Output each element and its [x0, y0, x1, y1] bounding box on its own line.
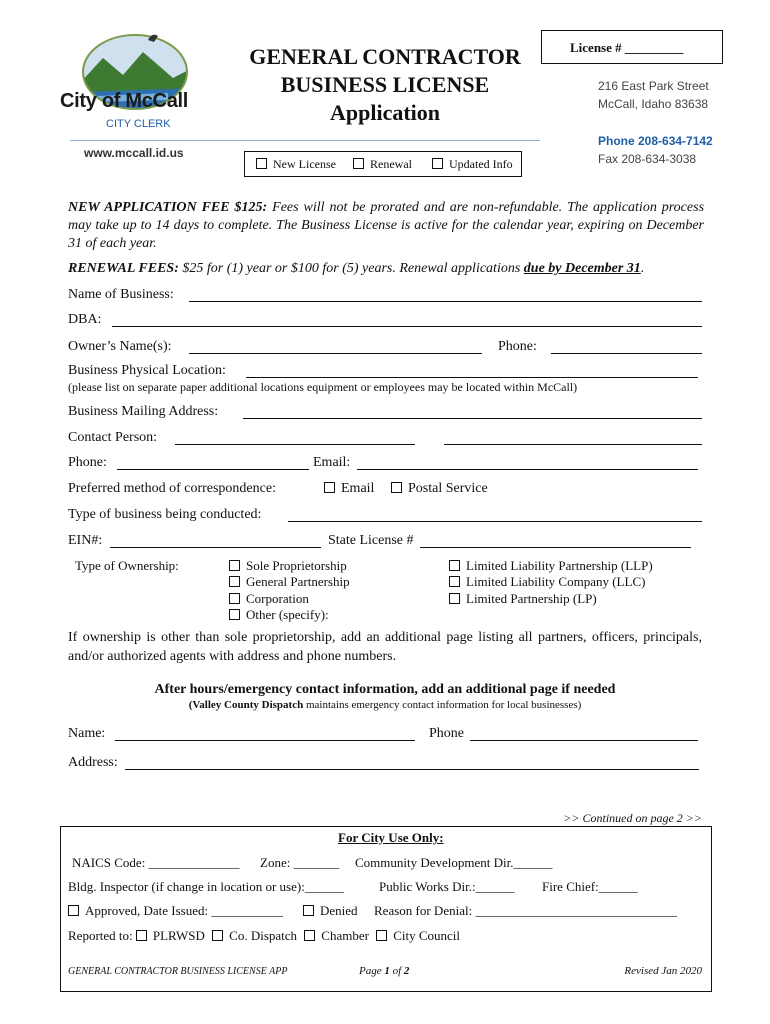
ownership-option[interactable] [449, 591, 653, 607]
bldg-inspector[interactable]: Bldg. Inspector (if change in location or use):______ [68, 879, 344, 894]
option-label: Limited Liability Company (LLC) [466, 574, 646, 590]
ownership-option[interactable] [229, 574, 350, 590]
option-label: Sole Proprietorship [246, 558, 347, 573]
mailing-address-field[interactable] [243, 418, 702, 419]
reported-option[interactable] [212, 928, 297, 943]
ownership-label: Type of Ownership: [75, 558, 179, 573]
page-prefix: Page [359, 965, 385, 977]
reported-to-label: Reported to: [68, 928, 133, 943]
dispatch-name: (Valley County Dispatch [188, 699, 304, 711]
checkbox-icon[interactable] [391, 482, 402, 493]
renewal-fee-paragraph [68, 261, 704, 277]
corr-postal-option[interactable] [391, 481, 488, 497]
denied-option[interactable] [303, 903, 358, 919]
phone-field[interactable] [117, 469, 309, 470]
business-type-field[interactable] [288, 521, 702, 522]
checkbox-icon[interactable] [256, 158, 267, 169]
correspondence-label: Preferred method of correspondence: [68, 481, 276, 496]
checkbox-icon[interactable] [376, 930, 387, 941]
option-label: PLRWSD [152, 928, 205, 943]
emergency-name-label: Name: [68, 726, 106, 741]
website-link[interactable]: www.mccall.id.us [84, 146, 184, 160]
continued-note: >> Continued on page 2 >> [563, 811, 702, 825]
contact-person-field[interactable] [175, 444, 415, 445]
naics-code[interactable]: NAICS Code: ______________ [72, 855, 240, 870]
contact-person-label: Contact Person: [68, 430, 158, 445]
footer-revised: Revised Jan 2020 [624, 965, 702, 977]
license-number-box[interactable] [541, 30, 723, 64]
zone[interactable]: Zone: _______ [260, 855, 340, 870]
renewal-fee-text: $25 for (1) year or $100 for (5) years. Renewal applications [182, 261, 521, 276]
checkbox-icon[interactable] [324, 482, 335, 493]
option-label: Limited Liability Partnership (LLP) [466, 558, 653, 573]
page-total: 2 [403, 965, 410, 977]
checkbox-icon[interactable] [303, 905, 314, 916]
emergency-subheading [68, 699, 702, 711]
dba-label: DBA: [68, 312, 102, 327]
emergency-address-field[interactable] [125, 769, 699, 770]
option-label: City Council [393, 928, 461, 943]
option-label: General Partnership [246, 574, 350, 590]
fire-chief[interactable]: Fire Chief:______ [542, 879, 638, 894]
checkbox-icon[interactable] [229, 593, 240, 604]
reported-option[interactable] [304, 928, 369, 943]
email-label: Email: [313, 455, 351, 470]
owners-label: Owner’s Name(s): [68, 339, 172, 354]
footer-page-number [359, 965, 409, 977]
approved-option[interactable] [68, 903, 283, 919]
header-divider [70, 140, 540, 141]
ein-label: EIN#: [68, 533, 103, 548]
title-line3: Application [329, 100, 441, 125]
option-label: Updated Info [449, 157, 513, 171]
emergency-phone-label: Phone [429, 726, 464, 741]
renewal-due-date: due by December 31 [523, 261, 641, 276]
ownership-left-list [229, 558, 350, 623]
renewal-fee-label: RENEWAL FEES: [68, 261, 179, 276]
option-new-license[interactable] [256, 157, 336, 172]
ownership-right-list [449, 558, 653, 607]
option-updated-info[interactable] [432, 157, 513, 172]
logo-dept: CITY CLERK [106, 118, 171, 130]
approved-label: Approved, Date Issued: ___________ [85, 903, 283, 918]
physical-location-label: Business Physical Location: [68, 363, 226, 378]
option-label: Renewal [370, 157, 412, 171]
dispatch-note: maintains emergency contact information for local businesses) [303, 699, 582, 711]
owners-field[interactable] [189, 353, 482, 354]
new-fee-paragraph [68, 199, 704, 253]
emergency-phone-field[interactable] [470, 740, 698, 741]
fax-number: Fax 208-634-3038 [598, 152, 697, 166]
denied-label: Denied [320, 903, 358, 918]
page-current: 1 [384, 965, 390, 977]
title-line2: BUSINESS LICENSE [280, 72, 490, 97]
ownership-note: If ownership is other than sole proprietorship, add an additional page listing all partners, officers, principals, and/or authorized agents with address and phone numbers. [68, 630, 702, 664]
phone-label: Phone: [68, 455, 107, 470]
emergency-heading: After hours/emergency contact information, add an additional page if needed [154, 682, 616, 697]
ownership-option[interactable] [449, 574, 653, 590]
reported-option[interactable] [136, 928, 205, 943]
checkbox-icon[interactable] [136, 930, 147, 941]
corr-email-option[interactable] [324, 481, 374, 497]
checkbox-icon[interactable] [304, 930, 315, 941]
reported-to-row [68, 928, 460, 944]
page-of: of [389, 965, 404, 977]
option-label: Limited Partnership (LP) [466, 590, 597, 606]
state-license-field[interactable] [420, 547, 691, 548]
option-label: New License [273, 157, 336, 171]
contact-person-field-2[interactable] [444, 444, 702, 445]
state-license-label: State License # [328, 533, 414, 548]
checkbox-icon[interactable] [229, 609, 240, 620]
checkbox-icon[interactable] [229, 576, 240, 587]
renewal-end: . [640, 261, 645, 276]
option-label: Other (specify): [246, 606, 329, 622]
emergency-address-label: Address: [68, 755, 118, 770]
ein-field[interactable] [110, 547, 321, 548]
public-works-dir[interactable]: Public Works Dir.:______ [379, 879, 515, 894]
ownership-option[interactable] [449, 558, 653, 574]
ownership-option[interactable] [229, 607, 350, 623]
emergency-name-field[interactable] [115, 740, 415, 741]
city-logo [60, 30, 210, 138]
city-use-title: For City Use Only: [338, 830, 444, 845]
option-label: Co. Dispatch [229, 928, 298, 943]
business-type-label: Type of business being conducted: [68, 507, 262, 522]
reported-option[interactable] [376, 928, 460, 943]
checkbox-icon[interactable] [432, 158, 443, 169]
ownership-option[interactable] [229, 591, 350, 607]
new-fee-label: NEW APPLICATION FEE $125: [68, 200, 268, 215]
title-line1: GENERAL CONTRACTOR [249, 44, 521, 69]
license-number-label: License # _________ [570, 40, 684, 55]
owner-phone-label: Phone: [498, 339, 537, 354]
corr-email-label: Email [341, 481, 375, 496]
address-line1: 216 East Park Street [598, 79, 709, 93]
business-name-field[interactable] [189, 301, 702, 302]
location-note: (please list on separate paper additional locations equipment or employees may be located within McCall) [68, 380, 578, 394]
checkbox-icon[interactable] [229, 560, 240, 571]
owner-phone-field[interactable] [551, 353, 702, 354]
address-line2: McCall, Idaho 83638 [598, 97, 709, 111]
new-fee-text: Fees will not be prorated and are non-refundable. The application process may take up to 14 days to complete. The Business License is active for the calendar year, expiring on December 31 of each year. [68, 200, 705, 251]
footer-doc-name: GENERAL CONTRACTOR BUSINESS LICENSE APP [68, 966, 288, 977]
option-renewal[interactable] [353, 157, 412, 172]
community-dev-dir[interactable]: Community Development Dir.______ [355, 855, 553, 870]
mailing-address-label: Business Mailing Address: [68, 404, 219, 419]
phone-number: Phone 208-634-7142 [598, 134, 713, 148]
option-label: Corporation [246, 590, 309, 606]
corr-postal-label: Postal Service [408, 481, 488, 496]
checkbox-icon[interactable] [212, 930, 223, 941]
checkbox-icon[interactable] [449, 560, 460, 571]
physical-location-field[interactable] [246, 377, 698, 378]
email-field[interactable] [357, 469, 698, 470]
checkbox-icon[interactable] [449, 593, 460, 604]
checkbox-icon[interactable] [353, 158, 364, 169]
logo-city-name: City of McCall [60, 90, 189, 112]
ownership-option[interactable] [229, 558, 350, 574]
reason-for-denial[interactable]: Reason for Denial: _______________________________ [374, 903, 677, 918]
business-name-label: Name of Business: [68, 287, 174, 302]
checkbox-icon[interactable] [68, 905, 79, 916]
dba-field[interactable] [112, 326, 702, 327]
checkbox-icon[interactable] [449, 576, 460, 587]
option-label: Chamber [321, 928, 369, 943]
